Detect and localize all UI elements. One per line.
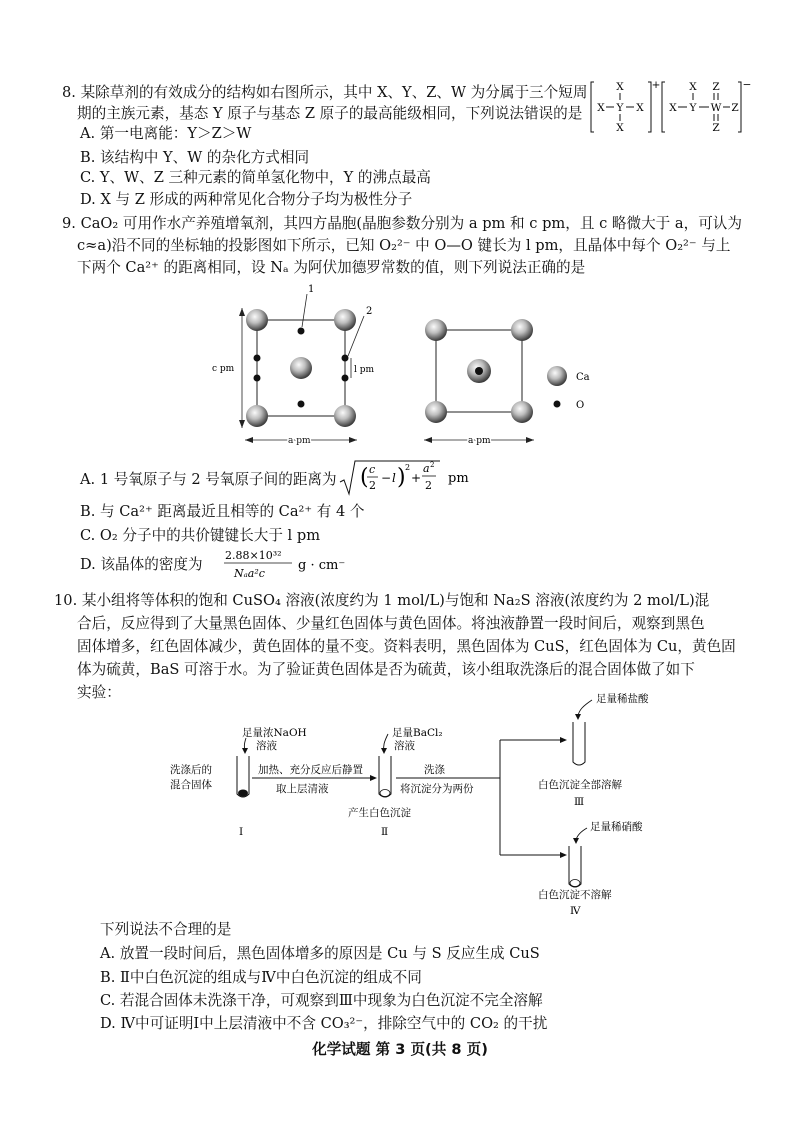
- q9-d-unit: g · cm⁻: [298, 558, 346, 573]
- q10-option-b: B. Ⅱ中白色沉淀的组成与Ⅳ中白色沉淀的组成不同: [100, 969, 422, 986]
- svg-text:+: +: [411, 471, 422, 485]
- q8-atom-x-right: X: [636, 102, 644, 114]
- q10-ask: 下列说法不合理的是: [100, 921, 232, 938]
- q9-option-d-prefix: D. 该晶体的密度为: [80, 556, 203, 573]
- q9-d-denominator: Nₐa²c: [234, 567, 265, 580]
- q9-option-d-formula: [222, 544, 347, 584]
- q8-atom-y2: Y: [689, 102, 697, 114]
- q8-anion-x-top: X: [689, 81, 697, 93]
- q8-stem-line2: 期的主族元素，基态 Y 原子与基态 Z 原子的最高能级相同，下列说法错误的是: [77, 105, 583, 122]
- q9-legend-ca-ball: [547, 366, 567, 386]
- q9-right-center-o: [475, 367, 483, 375]
- q8-minus-sign: −: [742, 79, 752, 91]
- svg-text:): ): [397, 465, 406, 490]
- q9-a-l: l: [392, 471, 396, 485]
- q9-a-pm-label-left: a pm: [288, 436, 311, 446]
- q9-option-a-formula: [338, 458, 476, 498]
- q9-label-2: 2: [366, 306, 373, 317]
- q10-naoh-line2: 溶液: [256, 740, 277, 752]
- q8-atom-y1: Y: [616, 102, 624, 114]
- q10-tube-1: Ⅰ: [239, 826, 244, 838]
- svg-text:(: (: [360, 465, 369, 490]
- q10-option-a: A. 放置一段时间后，黑色固体增多的原因是 Cu 与 S 反应生成 CuS: [100, 945, 540, 962]
- q9-option-c: C. O₂ 分子中的共价键键长大于 l pm: [80, 527, 321, 544]
- svg-text:−: −: [381, 471, 392, 485]
- q10-solid-line1: 洗涤后的: [170, 764, 212, 776]
- q8-atom-w: W: [710, 102, 722, 114]
- q9-stem-line3: 下两个 Ca²⁺ 的距离相同，设 Nₐ 为阿伏加德罗常数的值，则下列说法正确的是: [77, 259, 586, 276]
- q10-stem-line3: 固体增多，红色固体减少，黄色固体的量不变。资料表明，黑色固体为 CuS，红色固体为 Cu，黄色固: [77, 638, 736, 655]
- q10-tube-4: Ⅳ: [570, 905, 581, 917]
- q9-label-1: 1: [308, 284, 315, 295]
- q9-a-frac-2: 2: [369, 479, 376, 492]
- q10-bacl-line1: 足量BaCl₂: [392, 727, 443, 739]
- q9-option-d: [80, 555, 203, 575]
- q9-a-exponent: 2: [405, 463, 411, 472]
- svg-text:2: 2: [430, 461, 435, 469]
- q10-stem-line2: 合后，反应得到了大量黑色固体、少量红色固体与黄色固体。将浊液静置一段时间后，观察到黑色: [77, 615, 705, 632]
- q8-atom-x-bottom: X: [616, 122, 624, 134]
- q10-result-3: 白色沉淀全部溶解: [538, 779, 622, 791]
- q10-stem-line5: 实验：: [77, 684, 121, 701]
- q9-crystal-figure: [210, 280, 610, 460]
- q10-step1-bottom: 取上层清液: [276, 783, 329, 795]
- q9-option-a: [80, 470, 337, 490]
- q10-tube-2: Ⅱ: [381, 826, 389, 838]
- q10-step1-top: 加热、充分反应后静置: [258, 764, 363, 776]
- q9-left-ca-atoms: [246, 309, 356, 427]
- q8-option-a: A. 第一电离能：Y＞Z＞W: [80, 125, 252, 142]
- q8-anion-z-right: Z: [731, 102, 739, 114]
- q9-a-frac-2b: 2: [425, 479, 432, 492]
- q8-atom-x-top: X: [616, 81, 624, 93]
- q10-hcl-label: 足量稀盐酸: [596, 693, 649, 705]
- q9-a-frac-c: c: [369, 463, 376, 476]
- q9-legend-o: O: [576, 400, 585, 411]
- q10-step2-bottom: 将沉淀分为两份: [400, 783, 474, 795]
- q9-option-a-prefix: A. 1 号氧原子与 2 号氧原子间的距离为: [80, 471, 337, 488]
- q8-plus-sign: +: [651, 79, 661, 91]
- q9-stem-line1: 9. CaO₂ 可用作水产养殖增氧剂，其四方晶胞(晶胞参数分别为 a pm 和 c pm，且 c 略微大于 a，可认为: [62, 215, 742, 232]
- q10-option-c: C. 若混合固体未洗涤干净，可观察到Ⅲ中现象为白色沉淀不完全溶解: [100, 992, 543, 1009]
- q10-flowchart: [160, 692, 720, 918]
- q10-precipitate: 产生白色沉淀: [348, 807, 411, 819]
- q9-legend-o-ball: [554, 401, 561, 408]
- page-footer: 化学试题 第 3 页(共 8 页): [312, 1041, 488, 1058]
- q9-a-unit: pm: [448, 471, 469, 486]
- q8-structure-figure: [590, 78, 750, 136]
- q9-a-pm-label-right: a pm: [468, 436, 491, 446]
- q9-option-b: B. 与 Ca²⁺ 距离最近且相等的 Ca²⁺ 有 4 个: [80, 503, 365, 520]
- q9-stem-line2: c≈a)沿不同的坐标轴的投影图如下所示，已知 O₂²⁻ 中 O—O 键长为 l pm，且晶体中每个 O₂²⁻ 与上: [77, 237, 731, 254]
- q8-option-d: D. X 与 Z 形成的两种常见化合物分子均为极性分子: [80, 191, 413, 208]
- q10-result-4: 白色沉淀不溶解: [538, 889, 612, 901]
- q10-naoh-line1: 足量浓NaOH: [242, 727, 307, 739]
- q8-option-c: C. Y、W、Z 三种元素的简单氢化物中，Y 的沸点最高: [80, 169, 431, 186]
- q9-l-pm-label: l pm: [354, 365, 375, 375]
- q9-d-numerator: 2.88×10³²: [225, 549, 282, 562]
- q10-stem-line4: 体为硫黄，BaS 可溶于水。为了验证黄色固体是否为硫黄，该小组取洗涤后的混合固体做了如下: [77, 661, 695, 678]
- q10-stem-line1: 10. 某小组将等体积的饱和 CuSO₄ 溶液(浓度约为 1 mol/L)与饱和 Na₂S 溶液(浓度约为 2 mol/L)混: [54, 592, 710, 609]
- q10-hno3-label: 足量稀硝酸: [590, 821, 643, 833]
- q10-step2-top: 洗涤: [424, 764, 445, 776]
- q10-solid-line2: 混合固体: [170, 779, 212, 791]
- q9-legend-ca: Ca: [576, 372, 590, 383]
- q8-anion-x-left: X: [669, 102, 677, 114]
- q8-option-b: B. 该结构中 Y、W 的杂化方式相同: [80, 149, 310, 166]
- q10-tube-3: Ⅲ: [574, 796, 585, 808]
- q8-stem-line1: 8. 某除草剂的有效成分的结构如右图所示，其中 X、Y、Z、W 为分属于三个短周: [62, 84, 588, 101]
- q8-anion-z-bottom: Z: [712, 122, 720, 134]
- q9-c-pm-label: c pm: [212, 364, 235, 374]
- q10-bacl-line2: 溶液: [394, 740, 415, 752]
- q9-a-frac-a: a: [423, 462, 430, 475]
- q8-atom-x-left: X: [597, 102, 605, 114]
- q8-anion-z-top: Z: [712, 81, 720, 93]
- q10-option-d: D. Ⅳ中可证明Ⅰ中上层清液中不含 CO₃²⁻，排除空气中的 CO₂ 的干扰: [100, 1015, 548, 1032]
